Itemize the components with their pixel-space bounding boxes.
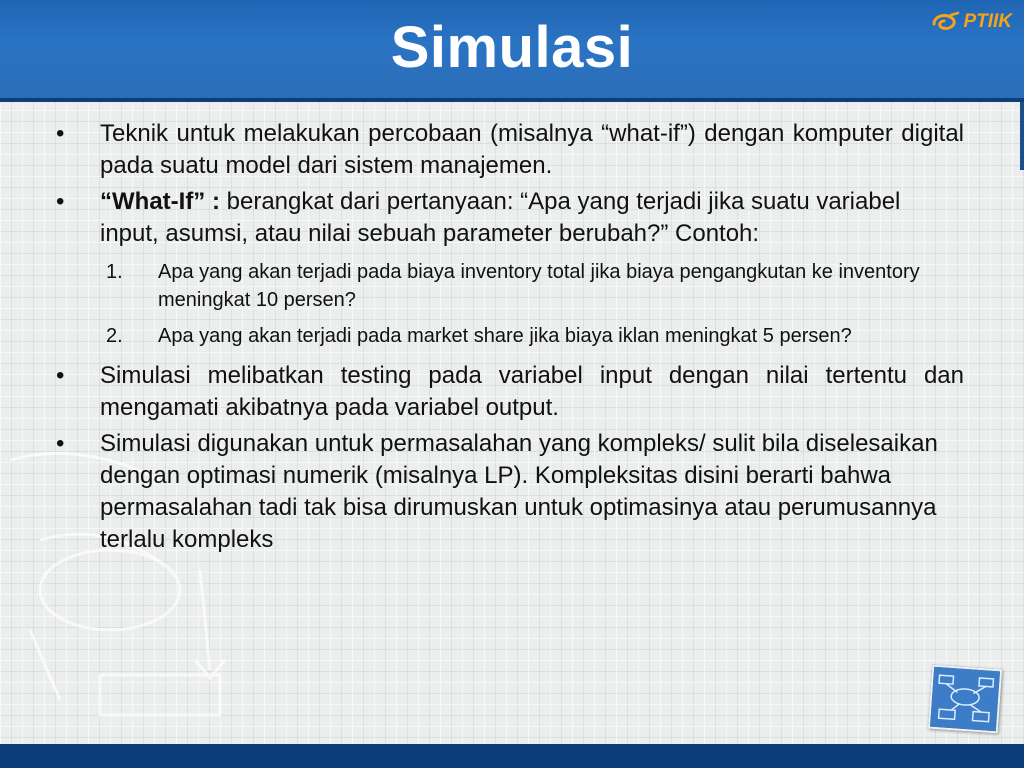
list-item <box>56 258 964 314</box>
list-number: 2. <box>106 325 123 347</box>
bullet-item <box>56 360 964 424</box>
right-accent-bar <box>1020 102 1024 170</box>
slide-footer-bar <box>0 744 1024 768</box>
logo-swirl-icon <box>931 10 961 34</box>
slide-title: Simulasi <box>390 15 634 80</box>
bullet-text: Teknik untuk melakukan percobaan (misalnya “what-if”) dengan komputer digital pada suatu model dari sistem manajemen. <box>100 120 964 179</box>
bullet-item <box>56 428 964 556</box>
bullet-text: Simulasi melibatkan testing pada variabel input dengan nilai tertentu dan mengamati akibatnya pada variabel output. <box>100 362 964 421</box>
list-item-text: Apa yang akan terjadi pada market share jika biaya iklan meningkat 5 persen? <box>158 325 852 347</box>
numbered-list <box>56 258 964 350</box>
bullet-item <box>56 118 964 182</box>
bullet-text: berangkat dari pertanyaan: “Apa yang terjadi jika suatu variabel input, asumsi, atau nilai sebuah parameter berubah?” Contoh: <box>100 188 901 247</box>
slide-header <box>0 0 1024 102</box>
diagram-thumbnail-icon <box>928 665 1002 734</box>
bullet-text: Simulasi digunakan untuk permasalahan yang kompleks/ sulit bila diselesaikan dengan optimasi numerik (misalnya LP). Kompleksitas disini berarti bahwa permasalahan tadi tak bisa dirumuskan untuk optimasinya atau perumusannya terlalu kompleks <box>100 430 938 553</box>
list-item <box>56 322 964 350</box>
slide-body <box>56 118 964 560</box>
list-number: 1. <box>106 261 123 283</box>
list-item-text: Apa yang akan terjadi pada biaya inventory total jika biaya pengangkutan ke inventory meningkat 10 persen? <box>158 261 920 311</box>
bullet-item <box>56 186 964 250</box>
ptiik-logo <box>931 8 1012 36</box>
logo-text: PTIIK <box>963 11 1012 32</box>
bullet-bold-label: “What-If” : <box>100 188 220 215</box>
